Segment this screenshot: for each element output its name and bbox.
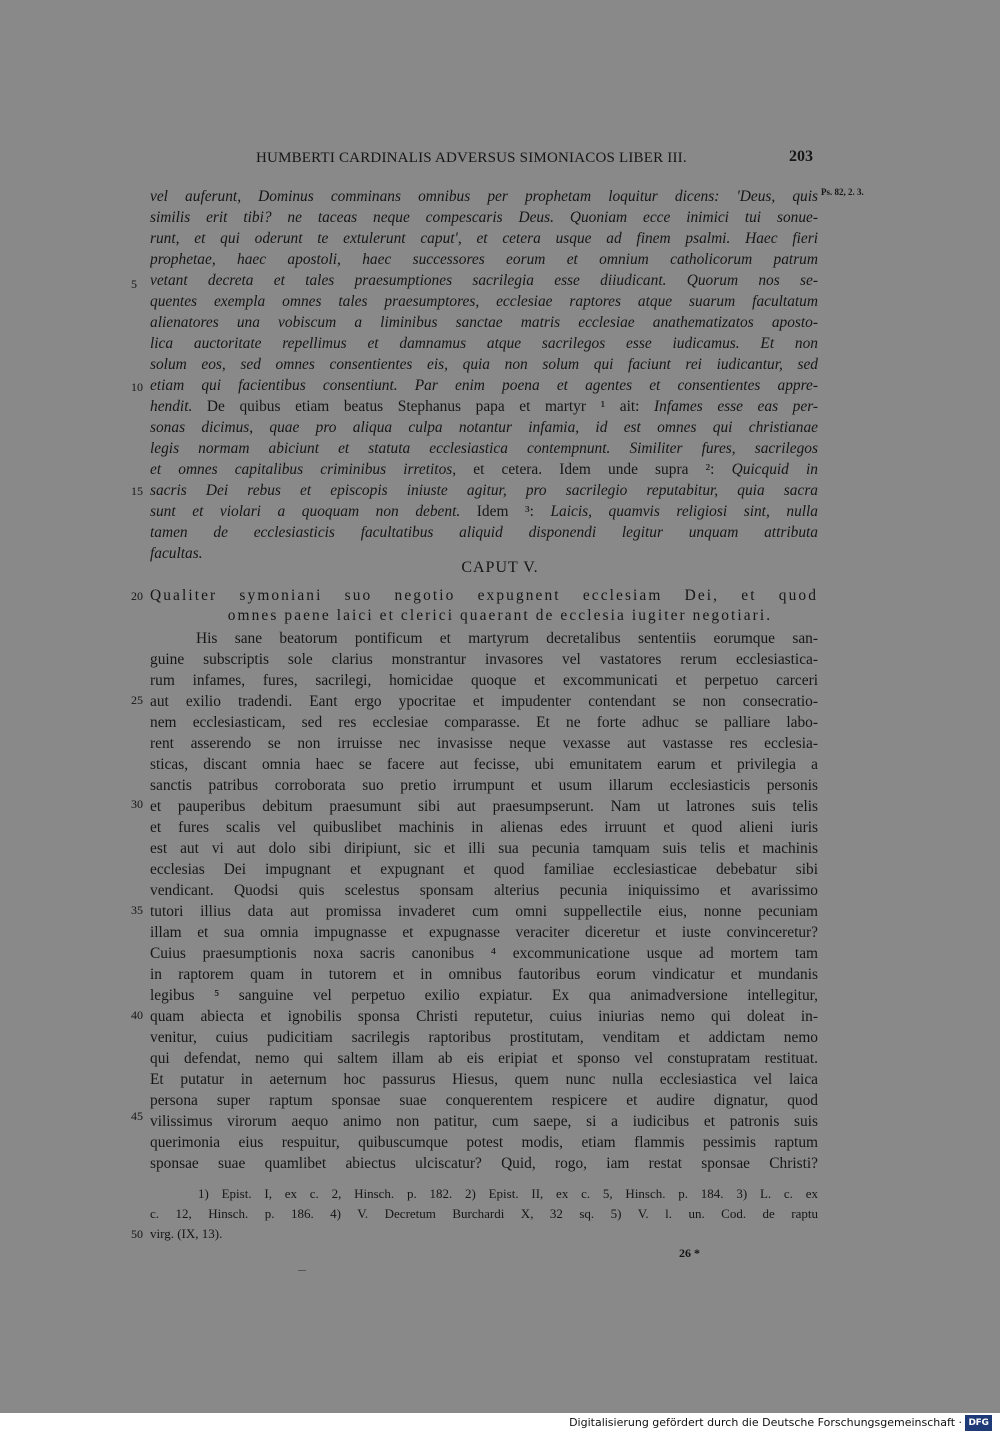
line-number: 25 <box>131 693 143 707</box>
signature-mark: 26 * <box>679 1246 700 1260</box>
line-number: 5 <box>131 277 137 291</box>
footnote-line: c. 12, Hinsch. p. 186. 4) V. Decretum Burchardi X, 32 sq. 5) V. l. un. Cod. de raptu <box>150 1206 818 1221</box>
text-line: quentes exempla omnes tales praesumptores, ecclesiae raptores atque suarum facultatum <box>150 293 818 310</box>
text-line: aut exilio tradendi. Eant ergo ypocritae et impudenter contendant se non consecratio- <box>150 693 818 710</box>
text-line: illam et sua omnia impugnasse et expugnasse veraciter diceretur et iuste convinceretur? <box>150 924 818 941</box>
text-line: et fures scalis vel quibuslibet machinis in alienas edes irruunt et quod alieni iuris <box>150 819 818 836</box>
text-line: querimonia eius respuitur, quibuscumque potest modis, etiam flammis pessimis raptum <box>150 1134 818 1151</box>
text-line: Cuius praesumptionis noxa sacris canonibus ⁴ excommunicatione usque ad mortem tam <box>150 945 818 962</box>
text-line: etiam qui facientibus consentiunt. Par enim poena et agentes et consentientes appre- <box>150 377 818 394</box>
running-header: HUMBERTI CARDINALIS ADVERSUS SIMONIACOS LIBER III. <box>256 150 687 166</box>
text-line: alienatores una vobiscum a liminibus sanctae matris ecclesiae anathematizatos aposto- <box>150 314 818 331</box>
text-line: sonas dicimus, quae pro aliqua culpa notantur infamia, id est omnes qui christianae <box>150 419 818 436</box>
text-line <box>150 502 818 522</box>
line-number: 20 <box>131 589 143 603</box>
text-line: vilissimus virorum aequo animo non patitur, cum saepe, si a iudicibus et patronis suis <box>150 1113 818 1130</box>
text-span: De quibus etiam beatus Stephanus papa et martyr ¹ ait: <box>192 398 655 415</box>
text-line: est aut vi aut dolo sibi diripiunt, sic et illi sua pecunia tamquam suis telis et machinis <box>150 840 818 857</box>
funding-notice: Digitalisierung gefördert durch die Deutsche Forschungsgemeinschaft · <box>569 1416 962 1429</box>
text-line: sacris Dei rebus et episcopis iniuste agitur, pro sacrilegio reputabitur, quia sacra <box>150 482 818 499</box>
text-line: sponsae suae quamlibet abiectus ulciscatur? Quid, rogo, iam restat sponsae Christi? <box>150 1155 818 1172</box>
text-line <box>150 460 818 480</box>
text-line: venitur, cuius pudicitiam sacrilegis raptoribus prostitutam, venditam et addictam nemo <box>150 1029 818 1046</box>
line-number: 10 <box>131 380 143 394</box>
text-line: qui defendat, nemo qui saltem illam ab eis eripiat et sponso vel constupratam restituat. <box>150 1050 818 1067</box>
footnote-line: virg. (IX, 13). <box>150 1226 223 1241</box>
text-line: lica auctoritate repellimus et damnamus atque sacrilegos esse iudicamus. Et non <box>150 335 818 352</box>
text-line: Et putatur in aeternum hoc passurus Hiesus, quem nunc nulla ecclesiastica vel laica <box>150 1071 818 1088</box>
chapter-subtitle: Qualiter symoniani suo negotio expugnent ecclesiam Dei, et quod <box>150 587 818 604</box>
text-line: guine subscriptis sole clarius monstrantur invasores vel vastatores rerum ecclesiastica- <box>150 651 818 668</box>
text-line: et pauperibus debitum praesumunt sibi aut praesumpserunt. Nam ut latrones suis telis <box>150 798 818 815</box>
text-line: prophetae, haec apostoli, haec successores eorum et omnium catholicorum patrum <box>150 251 818 268</box>
chapter-subtitle: omnes paene laici et clerici quaerant de ecclesia iugiter negotiari. <box>227 607 773 624</box>
text-span: et cetera. Idem unde supra ²: <box>456 461 732 478</box>
line-number: 30 <box>131 797 143 811</box>
text-line: His sane beatorum pontificum et martyrum decretalibus sententiis eorumque san- <box>196 630 818 647</box>
text-line: quam abiecta et ignobilis sponsa Christi reputetur, cuius iniurias nemo qui doleat in- <box>150 1008 818 1025</box>
line-number: 15 <box>131 484 143 498</box>
text-span: hendit. <box>150 398 193 415</box>
text-line <box>150 397 818 417</box>
text-line: vel auferunt, Dominus comminans omnibus per prophetam loquitur dicens: 'Deus, quis <box>150 188 818 205</box>
text-line: legibus ⁵ sanguine vel perpetuo exilio expiatur. Ex qua animadversione intellegitur, <box>150 987 818 1004</box>
page-number: 203 <box>789 148 813 165</box>
text-line: facultas. <box>150 545 203 562</box>
text-line: rum infames, fures, sacrilegi, homicidae quoque et excommunicati et perpetuo carceri <box>150 672 818 689</box>
text-line: runt, et qui oderunt te extulerunt caput', et cetera usque ad finem psalmi. Haec fieri <box>150 230 818 247</box>
text-span: Quicquid in <box>731 461 818 478</box>
text-span: sunt et violari a quoquam non debent. <box>150 503 461 520</box>
text-line: tutori illius data aut promissa invaderet cum omni suppellectile eius, nonne pecuniam <box>150 903 818 920</box>
text-line: persona super raptum sponsae suae conquerentem respicere et audire dignatur, quod <box>150 1092 818 1109</box>
line-number: 50 <box>131 1227 143 1241</box>
text-line: tamen de ecclesiasticis facultatibus aliquid disponendi legitur unquam attributa <box>150 524 818 541</box>
text-line: nem ecclesiasticam, sed res ecclesiae comparasse. Et ne forte adhuc se palliare labo- <box>150 714 818 731</box>
text-line: sticas, discant omnia haec se facere aut fecisse, ubi emunitatem earum et privilegia a <box>150 756 818 773</box>
text-line: vetant decreta et tales praesumptiones sacrilegia esse diiudicant. Quorum nos se- <box>150 272 818 289</box>
line-number: 35 <box>131 903 143 917</box>
footnote-line: 1) Epist. I, ex c. 2, Hinsch. p. 182. 2) Epist. II, ex c. 5, Hinsch. p. 184. 3) L. c. ex <box>198 1186 818 1201</box>
text-span: Infames esse eas per- <box>654 398 818 415</box>
text-span: Laicis, quamvis religiosi sint, nulla <box>550 503 818 520</box>
text-span: et omnes capitalibus criminibus irretitos, <box>150 461 457 478</box>
line-number: 45 <box>131 1109 143 1123</box>
text-line: legis normam abiciunt et statuta ecclesiastica contempnunt. Similiter fures, sacrilegos <box>150 440 818 457</box>
scan-artifact <box>298 1270 306 1271</box>
chapter-heading: CAPUT V. <box>461 559 539 576</box>
text-line: in raptorem quam in tutorem et in omnibus fautoribus eorum vindicatur et mundanis <box>150 966 818 983</box>
margin-reference: Ps. 82, 2. 3. <box>821 187 864 197</box>
text-span: Idem ³: <box>460 503 551 520</box>
text-line: ecclesias Dei impugnant et expugnant et quod familiae ecclesiasticae debebatur sibi <box>150 861 818 878</box>
text-line: sanctis patribus corroborata suo pretio irrumpunt et usum illarum ecclesiasticis personis <box>150 777 818 794</box>
text-line: solum eos, sed omnes consentientes eis, quia non solum qui faciunt rei iudicantur, sed <box>150 356 818 373</box>
text-line: vendicant. Quodsi quis scelestus sponsam alterius pecunia iniquissimo et avarissimo <box>150 882 818 899</box>
line-number: 40 <box>131 1008 143 1022</box>
text-line: rent asserendo se non irruisse nec invasisse neque vexasse aut vastasse res ecclesia- <box>150 735 818 752</box>
dfg-logo-icon: DFG <box>965 1415 992 1431</box>
text-line: similis erit tibi? ne taceas neque compescaris Deus. Quoniam ecce inimici tui sonue- <box>150 209 818 226</box>
footer-bar <box>0 1413 1000 1434</box>
